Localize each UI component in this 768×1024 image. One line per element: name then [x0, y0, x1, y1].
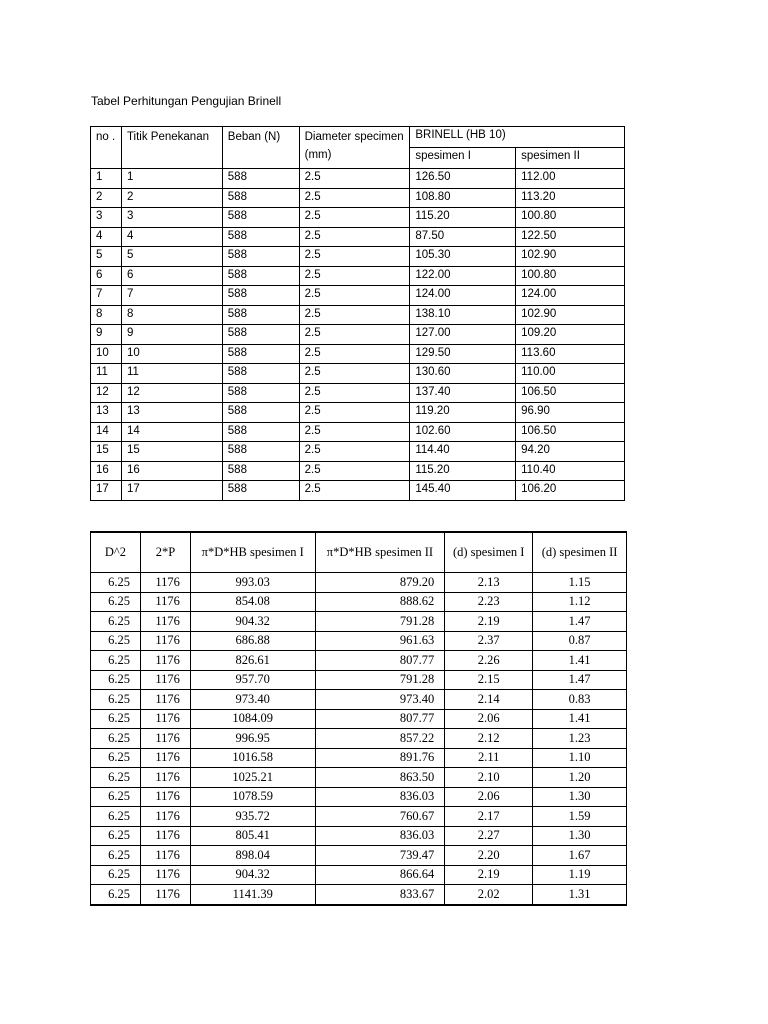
cell-no: 14 — [91, 422, 122, 442]
cell-titik: 4 — [121, 227, 222, 247]
cell-spesimen-2: 124.00 — [516, 286, 625, 306]
cell-d-spesimen-2: 1.41 — [533, 709, 627, 729]
cell-pi-d-hb-2: 807.77 — [315, 651, 445, 671]
table-row — [91, 573, 627, 593]
cell-pi-d-hb-1: 935.72 — [190, 807, 315, 827]
cell-no: 1 — [91, 169, 122, 189]
cell-d-squared: 6.25 — [91, 709, 141, 729]
cell-titik: 2 — [121, 188, 222, 208]
cell-titik: 9 — [121, 325, 222, 345]
calculation-table — [90, 531, 627, 906]
cell-2p: 1176 — [140, 768, 190, 788]
cell-2p: 1176 — [140, 846, 190, 866]
cell-no: 3 — [91, 208, 122, 228]
cell-spesimen-1: 105.30 — [410, 247, 516, 267]
cell-beban: 588 — [222, 266, 299, 286]
cell-pi-d-hb-1: 1025.21 — [190, 768, 315, 788]
cell-pi-d-hb-2: 891.76 — [315, 748, 445, 768]
cell-titik: 12 — [121, 383, 222, 403]
table-row — [91, 305, 625, 325]
cell-no: 15 — [91, 442, 122, 462]
cell-d-spesimen-1: 2.11 — [445, 748, 533, 768]
cell-pi-d-hb-2: 807.77 — [315, 709, 445, 729]
cell-d-spesimen-1: 2.10 — [445, 768, 533, 788]
table-row — [91, 442, 625, 462]
cell-no: 17 — [91, 481, 122, 501]
cell-spesimen-1: 124.00 — [410, 286, 516, 306]
cell-d-squared: 6.25 — [91, 690, 141, 710]
cell-beban: 588 — [222, 422, 299, 442]
cell-spesimen-2: 102.90 — [516, 305, 625, 325]
cell-diameter: 2.5 — [299, 461, 410, 481]
table-row — [91, 885, 627, 905]
cell-d-squared: 6.25 — [91, 612, 141, 632]
cell-pi-d-hb-2: 791.28 — [315, 670, 445, 690]
cell-spesimen-1: 122.00 — [410, 266, 516, 286]
cell-spesimen-2: 112.00 — [516, 169, 625, 189]
cell-d-spesimen-2: 1.10 — [533, 748, 627, 768]
cell-diameter: 2.5 — [299, 169, 410, 189]
cell-d-spesimen-2: 1.41 — [533, 651, 627, 671]
cell-titik: 3 — [121, 208, 222, 228]
cell-pi-d-hb-1: 686.88 — [190, 631, 315, 651]
header-pi-d-hb-2: π*D*HB spesimen II — [315, 532, 445, 573]
cell-beban: 588 — [222, 305, 299, 325]
cell-beban: 588 — [222, 481, 299, 501]
cell-d-squared: 6.25 — [91, 768, 141, 788]
cell-d-squared: 6.25 — [91, 846, 141, 866]
cell-spesimen-2: 100.80 — [516, 266, 625, 286]
cell-d-squared: 6.25 — [91, 748, 141, 768]
cell-2p: 1176 — [140, 612, 190, 632]
cell-diameter: 2.5 — [299, 422, 410, 442]
cell-pi-d-hb-2: 888.62 — [315, 592, 445, 612]
table-row — [91, 729, 627, 749]
cell-no: 9 — [91, 325, 122, 345]
cell-pi-d-hb-1: 973.40 — [190, 690, 315, 710]
cell-2p: 1176 — [140, 651, 190, 671]
table-row — [91, 247, 625, 267]
cell-spesimen-2: 100.80 — [516, 208, 625, 228]
cell-diameter: 2.5 — [299, 442, 410, 462]
cell-spesimen-1: 119.20 — [410, 403, 516, 423]
header-no: no . — [91, 127, 122, 169]
cell-no: 11 — [91, 364, 122, 384]
cell-no: 10 — [91, 344, 122, 364]
cell-d-spesimen-1: 2.13 — [445, 573, 533, 593]
cell-d-squared: 6.25 — [91, 807, 141, 827]
table-row — [91, 461, 625, 481]
cell-d-squared: 6.25 — [91, 865, 141, 885]
cell-beban: 588 — [222, 208, 299, 228]
table-row — [91, 188, 625, 208]
table-row — [91, 266, 625, 286]
header-2p: 2*P — [140, 532, 190, 573]
cell-beban: 588 — [222, 169, 299, 189]
cell-2p: 1176 — [140, 826, 190, 846]
cell-no: 6 — [91, 266, 122, 286]
cell-spesimen-1: 127.00 — [410, 325, 516, 345]
cell-no: 13 — [91, 403, 122, 423]
cell-d-squared: 6.25 — [91, 885, 141, 905]
cell-d-spesimen-2: 1.31 — [533, 885, 627, 905]
cell-spesimen-1: 126.50 — [410, 169, 516, 189]
cell-no: 2 — [91, 188, 122, 208]
cell-diameter: 2.5 — [299, 403, 410, 423]
cell-pi-d-hb-1: 904.32 — [190, 612, 315, 632]
cell-spesimen-2: 106.50 — [516, 383, 625, 403]
header-spesimen-1: spesimen I — [410, 148, 516, 169]
cell-spesimen-1: 87.50 — [410, 227, 516, 247]
cell-d-spesimen-1: 2.23 — [445, 592, 533, 612]
cell-spesimen-1: 115.20 — [410, 461, 516, 481]
cell-no: 7 — [91, 286, 122, 306]
cell-diameter: 2.5 — [299, 481, 410, 501]
cell-2p: 1176 — [140, 631, 190, 651]
cell-titik: 14 — [121, 422, 222, 442]
cell-d-spesimen-1: 2.20 — [445, 846, 533, 866]
cell-d-spesimen-2: 0.83 — [533, 690, 627, 710]
cell-no: 12 — [91, 383, 122, 403]
cell-2p: 1176 — [140, 748, 190, 768]
cell-spesimen-2: 106.50 — [516, 422, 625, 442]
cell-pi-d-hb-2: 791.28 — [315, 612, 445, 632]
cell-spesimen-2: 106.20 — [516, 481, 625, 501]
table-row — [91, 364, 625, 384]
cell-d-spesimen-1: 2.15 — [445, 670, 533, 690]
header-titik-penekanan: Titik Penekanan — [121, 127, 222, 169]
header-brinell: BRINELL (HB 10) — [410, 127, 625, 148]
cell-spesimen-2: 113.20 — [516, 188, 625, 208]
cell-d-spesimen-1: 2.14 — [445, 690, 533, 710]
cell-titik: 1 — [121, 169, 222, 189]
cell-2p: 1176 — [140, 670, 190, 690]
cell-titik: 8 — [121, 305, 222, 325]
cell-pi-d-hb-2: 739.47 — [315, 846, 445, 866]
cell-spesimen-1: 115.20 — [410, 208, 516, 228]
cell-titik: 15 — [121, 442, 222, 462]
cell-pi-d-hb-1: 1141.39 — [190, 885, 315, 905]
cell-spesimen-1: 145.40 — [410, 481, 516, 501]
cell-titik: 10 — [121, 344, 222, 364]
cell-diameter: 2.5 — [299, 344, 410, 364]
cell-d-spesimen-2: 1.30 — [533, 787, 627, 807]
cell-2p: 1176 — [140, 807, 190, 827]
table-row — [91, 481, 625, 501]
cell-pi-d-hb-2: 879.20 — [315, 573, 445, 593]
cell-d-squared: 6.25 — [91, 826, 141, 846]
cell-titik: 5 — [121, 247, 222, 267]
table-row — [91, 227, 625, 247]
cell-spesimen-1: 137.40 — [410, 383, 516, 403]
cell-spesimen-2: 110.40 — [516, 461, 625, 481]
cell-pi-d-hb-1: 996.95 — [190, 729, 315, 749]
table-row — [91, 651, 627, 671]
cell-d-spesimen-2: 1.20 — [533, 768, 627, 788]
cell-pi-d-hb-1: 854.08 — [190, 592, 315, 612]
cell-diameter: 2.5 — [299, 325, 410, 345]
cell-d-squared: 6.25 — [91, 670, 141, 690]
cell-spesimen-2: 109.20 — [516, 325, 625, 345]
cell-d-spesimen-2: 1.59 — [533, 807, 627, 827]
cell-d-squared: 6.25 — [91, 631, 141, 651]
cell-diameter: 2.5 — [299, 247, 410, 267]
cell-pi-d-hb-1: 805.41 — [190, 826, 315, 846]
cell-2p: 1176 — [140, 690, 190, 710]
cell-beban: 588 — [222, 227, 299, 247]
table-row — [91, 709, 627, 729]
cell-beban: 588 — [222, 403, 299, 423]
cell-pi-d-hb-2: 857.22 — [315, 729, 445, 749]
cell-d-spesimen-1: 2.19 — [445, 865, 533, 885]
cell-d-squared: 6.25 — [91, 573, 141, 593]
cell-spesimen-1: 114.40 — [410, 442, 516, 462]
cell-no: 16 — [91, 461, 122, 481]
cell-d-spesimen-1: 2.27 — [445, 826, 533, 846]
cell-pi-d-hb-1: 904.32 — [190, 865, 315, 885]
cell-beban: 588 — [222, 325, 299, 345]
cell-spesimen-2: 113.60 — [516, 344, 625, 364]
table-row — [91, 768, 627, 788]
cell-d-spesimen-2: 1.23 — [533, 729, 627, 749]
cell-spesimen-2: 94.20 — [516, 442, 625, 462]
cell-d-spesimen-1: 2.26 — [445, 651, 533, 671]
cell-diameter: 2.5 — [299, 208, 410, 228]
cell-d-spesimen-1: 2.02 — [445, 885, 533, 905]
table-row — [91, 592, 627, 612]
table-row — [91, 748, 627, 768]
page-title: Tabel Perhitungan Pengujian Brinell — [91, 94, 282, 108]
cell-d-spesimen-2: 1.19 — [533, 865, 627, 885]
cell-titik: 16 — [121, 461, 222, 481]
cell-d-spesimen-2: 1.30 — [533, 826, 627, 846]
cell-titik: 11 — [121, 364, 222, 384]
cell-2p: 1176 — [140, 787, 190, 807]
cell-spesimen-1: 108.80 — [410, 188, 516, 208]
cell-pi-d-hb-2: 973.40 — [315, 690, 445, 710]
table-row — [91, 383, 625, 403]
cell-titik: 17 — [121, 481, 222, 501]
cell-d-spesimen-1: 2.06 — [445, 787, 533, 807]
cell-d-spesimen-1: 2.37 — [445, 631, 533, 651]
cell-spesimen-2: 122.50 — [516, 227, 625, 247]
cell-titik: 13 — [121, 403, 222, 423]
cell-beban: 588 — [222, 383, 299, 403]
cell-2p: 1176 — [140, 592, 190, 612]
cell-pi-d-hb-2: 866.64 — [315, 865, 445, 885]
cell-diameter: 2.5 — [299, 383, 410, 403]
table-row — [91, 422, 625, 442]
cell-2p: 1176 — [140, 573, 190, 593]
cell-no: 5 — [91, 247, 122, 267]
table-row — [91, 403, 625, 423]
cell-2p: 1176 — [140, 885, 190, 905]
cell-spesimen-2: 110.00 — [516, 364, 625, 384]
table-row — [91, 344, 625, 364]
cell-pi-d-hb-1: 1016.58 — [190, 748, 315, 768]
table-row — [91, 846, 627, 866]
cell-diameter: 2.5 — [299, 227, 410, 247]
cell-diameter: 2.5 — [299, 286, 410, 306]
header-d-spesimen-2: (d) spesimen II — [533, 532, 627, 573]
cell-pi-d-hb-1: 898.04 — [190, 846, 315, 866]
cell-d-spesimen-2: 1.12 — [533, 592, 627, 612]
cell-d-spesimen-2: 1.47 — [533, 670, 627, 690]
cell-diameter: 2.5 — [299, 188, 410, 208]
cell-2p: 1176 — [140, 729, 190, 749]
brinell-data-table — [90, 126, 625, 501]
header-d-squared: D^2 — [91, 532, 141, 573]
header-pi-d-hb-1: π*D*HB spesimen I — [190, 532, 315, 573]
header-beban: Beban (N) — [222, 127, 299, 169]
cell-beban: 588 — [222, 286, 299, 306]
cell-spesimen-1: 129.50 — [410, 344, 516, 364]
cell-titik: 6 — [121, 266, 222, 286]
cell-pi-d-hb-2: 836.03 — [315, 826, 445, 846]
table-row — [91, 612, 627, 632]
table-row — [91, 631, 627, 651]
table-row — [91, 208, 625, 228]
header-d-spesimen-1: (d) spesimen I — [445, 532, 533, 573]
cell-2p: 1176 — [140, 865, 190, 885]
cell-d-spesimen-1: 2.19 — [445, 612, 533, 632]
cell-d-spesimen-2: 1.15 — [533, 573, 627, 593]
table-row — [91, 865, 627, 885]
cell-spesimen-2: 96.90 — [516, 403, 625, 423]
cell-spesimen-2: 102.90 — [516, 247, 625, 267]
cell-beban: 588 — [222, 442, 299, 462]
cell-no: 4 — [91, 227, 122, 247]
cell-diameter: 2.5 — [299, 266, 410, 286]
cell-pi-d-hb-1: 957.70 — [190, 670, 315, 690]
cell-d-spesimen-1: 2.17 — [445, 807, 533, 827]
cell-beban: 588 — [222, 188, 299, 208]
table-row — [91, 787, 627, 807]
cell-pi-d-hb-1: 826.61 — [190, 651, 315, 671]
cell-spesimen-1: 102.60 — [410, 422, 516, 442]
cell-d-spesimen-2: 0.87 — [533, 631, 627, 651]
cell-beban: 588 — [222, 247, 299, 267]
cell-d-spesimen-1: 2.06 — [445, 709, 533, 729]
cell-pi-d-hb-2: 836.03 — [315, 787, 445, 807]
table-row — [91, 670, 627, 690]
cell-d-squared: 6.25 — [91, 651, 141, 671]
cell-pi-d-hb-1: 1084.09 — [190, 709, 315, 729]
table-row — [91, 169, 625, 189]
table-row — [91, 690, 627, 710]
table-row — [91, 807, 627, 827]
cell-2p: 1176 — [140, 709, 190, 729]
table-row — [91, 826, 627, 846]
cell-d-spesimen-1: 2.12 — [445, 729, 533, 749]
cell-spesimen-1: 130.60 — [410, 364, 516, 384]
cell-diameter: 2.5 — [299, 305, 410, 325]
cell-d-squared: 6.25 — [91, 729, 141, 749]
cell-d-spesimen-2: 1.67 — [533, 846, 627, 866]
cell-pi-d-hb-2: 833.67 — [315, 885, 445, 905]
cell-beban: 588 — [222, 344, 299, 364]
cell-pi-d-hb-2: 863.50 — [315, 768, 445, 788]
cell-d-squared: 6.25 — [91, 787, 141, 807]
cell-diameter: 2.5 — [299, 364, 410, 384]
table-row — [91, 286, 625, 306]
cell-pi-d-hb-1: 993.03 — [190, 573, 315, 593]
cell-no: 8 — [91, 305, 122, 325]
cell-d-spesimen-2: 1.47 — [533, 612, 627, 632]
header-diameter: Diameter specimen (mm) — [299, 127, 410, 169]
cell-titik: 7 — [121, 286, 222, 306]
cell-d-squared: 6.25 — [91, 592, 141, 612]
table-row — [91, 325, 625, 345]
cell-spesimen-1: 138.10 — [410, 305, 516, 325]
cell-pi-d-hb-1: 1078.59 — [190, 787, 315, 807]
cell-pi-d-hb-2: 961.63 — [315, 631, 445, 651]
header-spesimen-2: spesimen II — [516, 148, 625, 169]
cell-pi-d-hb-2: 760.67 — [315, 807, 445, 827]
cell-beban: 588 — [222, 461, 299, 481]
cell-beban: 588 — [222, 364, 299, 384]
